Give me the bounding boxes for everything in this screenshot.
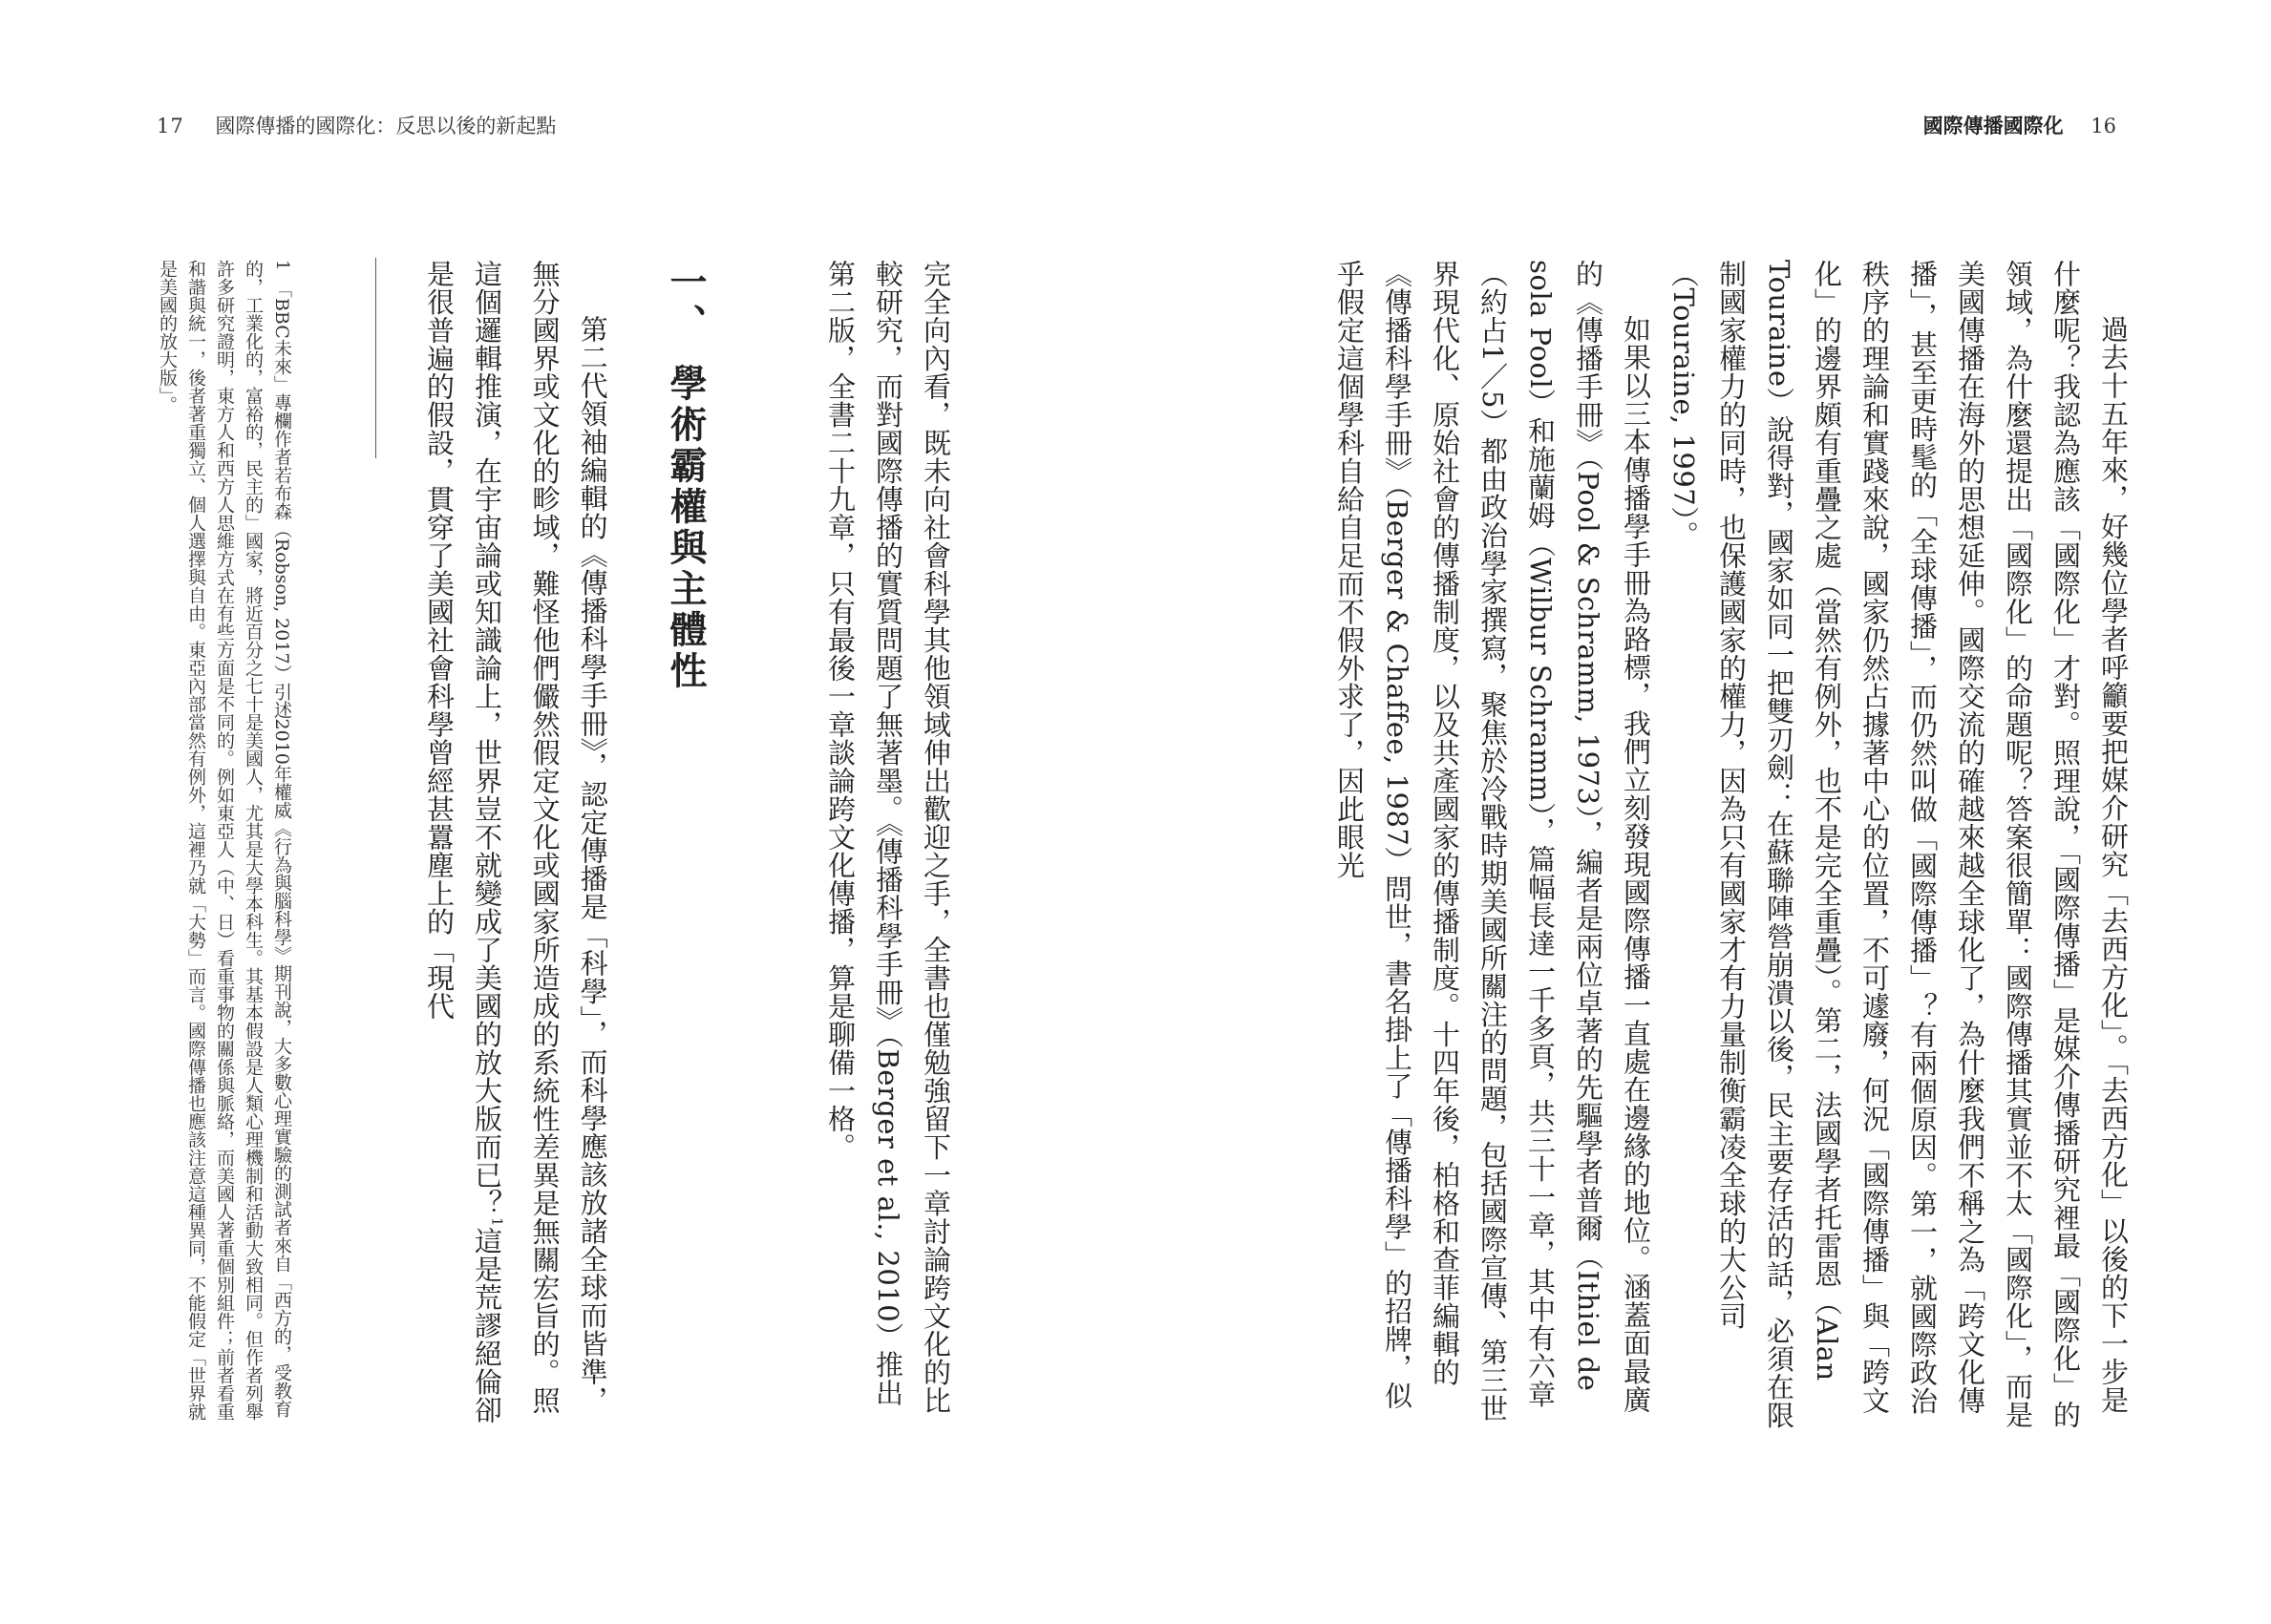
right-page-body: [1326, 260, 2137, 1429]
section-number: 一、: [664, 263, 708, 345]
left-running-title: 國際傳播的國際化：反思以後的新起點: [215, 115, 557, 137]
section-heading: [659, 263, 712, 931]
left-page-header: [157, 111, 556, 139]
footnote-divider: [375, 258, 376, 458]
body-paragraph: 過去十五年來，好幾位學者呼籲要把媒介研究「去西方化」。「去西方化」以後的下一步是什麼呢？我認為應該「國際化」才對。照理說，「國際傳播」是媒介傳播研究裡最「國際化」的領域，為什麼還提出「國際化」的命題呢？答案很簡單：國際傳播其實並不太「國際化」，而是美國傳播在海外的思想延伸。國際交流的確越來越全球化了，為什麼我們不稱之為「跨文化傳播」，甚至更時髦的「全球傳播」，而仍然叫做「國際傳播」？有兩個原因。第一，就國際政治秩序的理論和實踐來說，國家仍然占據著中心的位置，不可遽廢，何況「國際傳播」與「跨文化」的邊界頗有重疊之處（當然有例外，也不是完全重疊）。第二，法國學者托雷恩（Alan Touraine）說得對，國家如同一把雙刃劍：在蘇聯陣營崩潰以後，民主要存活的話，必須在限制國家權力的同時，也保護國家的權力，因為只有國家才有力量制衡霸凌全球的大公司（Touraine, 1997）。: [1667, 260, 2130, 1429]
footnote-text: 「BBC未來」專欄作者若布森（Robson, 2017）引述2010年權威《行為與腦科學》期刊說，大多數心理實驗的測試者來自「西方的，受教育的，工業化的，富裕的，民主的」國家，將近百分之七十是美國人，尤其是大學本科生。其基本假設是人類心理機制和活動大致相同。但作者列舉許多研究證明，東方人和西方人思維方式在有些方面是不同的。例如東亞人（中、日）看重事物的關係與脈絡，而美國人著重個別組件；前者看重和諧與統一，後者著重獨立、個人選擇與自由。東亞內部當然有例外，這裡乃就「大勢」而言。國際傳播也應該注意這種異同，不能假定「世界就是美國的放大版」。: [157, 260, 292, 1421]
section-paragraph-text: 第二代領袖編輯的《傳播科學手冊》，認定傳播是「科學」，而科學應該放諸全球而皆準，無分國界或文化的畛域，難怪他們儼然假定文化或國家所造成的系統性差異是無關宏旨的。照這個邏輯推演，在宇宙論或知識論上，世界豈不就變成了美國的放大版而已？: [471, 260, 609, 1415]
right-page-number: 16: [2091, 115, 2116, 137]
footnote: [153, 260, 296, 1429]
section-paragraph-text-end: 這是荒謬絕倫卻是很普遍的假設，貫穿了美國社會科學曾經甚囂塵上的「現代: [423, 260, 503, 1424]
right-running-title: 國際傳播國際化: [1922, 114, 2064, 137]
continued-paragraph: 完全向內看，既未向社會科學其他領域伸出歡迎之手，全書也僅勉強留下一章討論跨文化的比較研究，而對國際傳播的實質問題了無著墨。《傳播科學手冊》（Berger et al., 2010）推出第二版，全書二十九章，只有最後一章談論跨文化傳播，算是聊備一格。: [824, 260, 952, 1415]
section-title: 學術霸權與主體性: [664, 364, 708, 692]
body-paragraph: 如果以三本傳播學手冊為路標，我們立刻發現國際傳播一直處在邊緣的地位。涵蓋面最廣的《傳播手冊》（Pool & Schramm, 1973），編者是兩位卓著的先驅學者普爾（Ithiel de sola Pool）和施蘭姆（Wilbur Schramm），篇幅長達一千多頁，共三十一章，其中有六章（約占1／5）都由政治學家撰寫，聚焦於冷戰時期美國所關注的問題，包括國際宣傳、第三世界現代化、原始社會的傳播制度，以及共產國家的傳播制度。十四年後，柏格和查菲編輯的《傳播科學手冊》（Berger & Chaffee, 1987）問世，書名掛上了「傳播科學」的招牌，似乎假定這個學科自給自足而不假外求了，因此眼光: [1333, 260, 1652, 1423]
left-page-continuation: [817, 260, 960, 1429]
section-paragraph: [415, 260, 617, 1429]
footnote-number: 1: [272, 260, 292, 271]
right-page-header: [1923, 111, 2116, 139]
left-page-number: 17: [157, 115, 184, 137]
footnote-reference[interactable]: 1: [488, 1217, 506, 1228]
